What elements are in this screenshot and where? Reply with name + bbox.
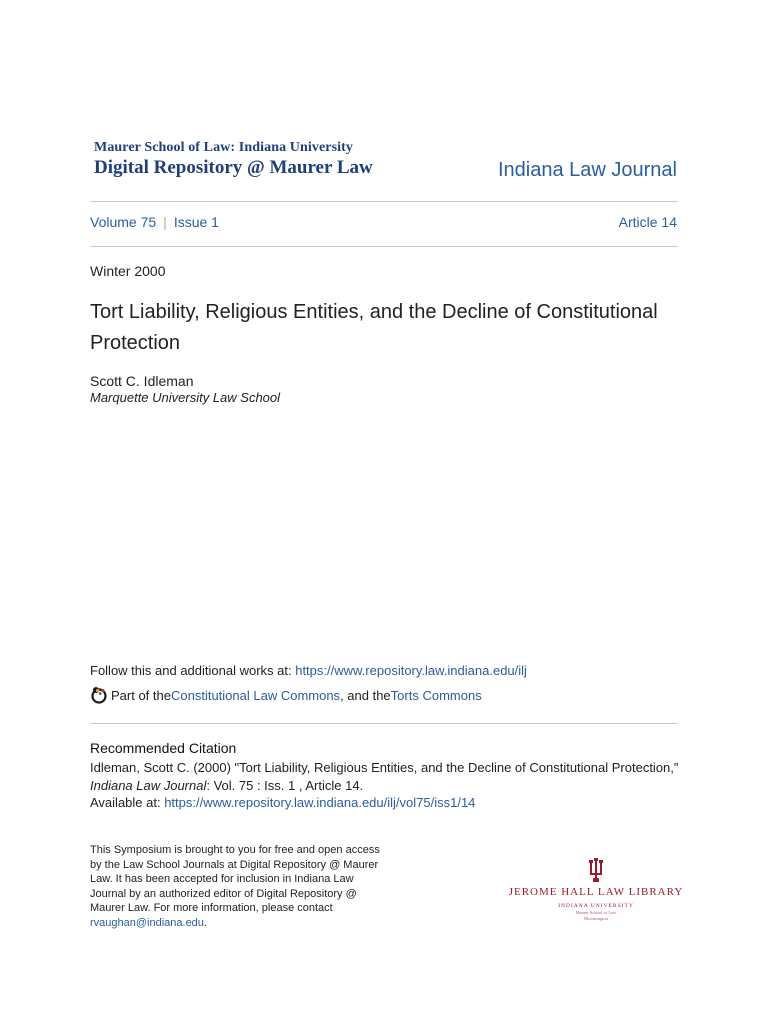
repository-school-name: Maurer School of Law: Indiana University: [94, 140, 353, 155]
part-of-prefix: Part of the: [111, 687, 171, 703]
library-school: Maurer School of Law: [575, 910, 617, 915]
library-logo[interactable]: [508, 858, 684, 921]
citation-volume-info: : Vol. 75 : Iss. 1 , Article 14.: [206, 777, 364, 793]
article-title: Tort Liability, Religious Entities, and the Decline of Constitutional Protection: [90, 301, 658, 354]
symposium-text: This Symposium is brought to you for free and open access by the Law School Journals at Digital Repository @ Maurer Law. It has been accepted for inclusion in Indiana Law Journal by an authorized editor of Digital Repository @ Maurer Law. For more information, please contact: [90, 844, 380, 914]
citation-heading: Recommended Citation: [90, 740, 237, 756]
iu-trident-icon: [586, 858, 606, 882]
repository-name: Digital Repository @ Maurer Law: [94, 157, 373, 178]
library-location: Bloomington: [584, 916, 608, 921]
symposium-end: .: [203, 916, 207, 929]
symposium-notice: [90, 843, 380, 930]
author-name: Scott C. Idleman: [90, 373, 194, 389]
divider-middle: [90, 246, 678, 247]
citation-url-link[interactable]: https://www.repository.law.indiana.edu/ilj/vol75/iss1/14: [164, 795, 476, 810]
citation-line3: [90, 794, 690, 812]
issue-link[interactable]: Issue 1: [173, 214, 219, 230]
citation-line1: Idleman, Scott C. (2000) "Tort Liability, Religious Entities, and the Decline of Constitutional Protection,": [90, 760, 679, 775]
citation-journal: Indiana Law Journal: [90, 777, 207, 793]
repository-logo[interactable]: [94, 140, 373, 179]
divider-bottom: [90, 723, 678, 724]
author-affiliation: Marquette University Law School: [90, 390, 281, 405]
volume-link[interactable]: Volume 75: [90, 214, 157, 230]
issue-breadcrumb: [90, 214, 219, 230]
part-of-line: [90, 686, 482, 704]
divider-top: [90, 201, 678, 202]
library-university: INDIANA UNIVERSITY: [558, 903, 634, 909]
follow-line: [90, 663, 527, 678]
follow-url-link[interactable]: https://www.repository.law.indiana.edu/ilj: [295, 663, 527, 678]
journal-link[interactable]: Indiana Law Journal: [497, 159, 677, 181]
constitutional-law-commons-link[interactable]: Constitutional Law Commons: [170, 687, 341, 703]
citation-body: [90, 759, 690, 812]
part-of-middle: , and the: [340, 687, 391, 703]
article-link[interactable]: Article 14: [618, 214, 677, 230]
available-label: Available at:: [90, 795, 165, 810]
torts-commons-link[interactable]: Torts Commons: [390, 687, 482, 703]
publication-date: Winter 2000: [90, 263, 166, 279]
breadcrumb-separator: |: [163, 214, 167, 230]
follow-text: Follow this and additional works at:: [90, 663, 296, 678]
network-commons-icon: [90, 686, 108, 704]
contact-email-link[interactable]: rvaughan@indiana.edu: [90, 916, 204, 929]
library-name: JEROME HALL LAW LIBRARY: [508, 886, 684, 898]
citation-line2: [90, 777, 690, 795]
